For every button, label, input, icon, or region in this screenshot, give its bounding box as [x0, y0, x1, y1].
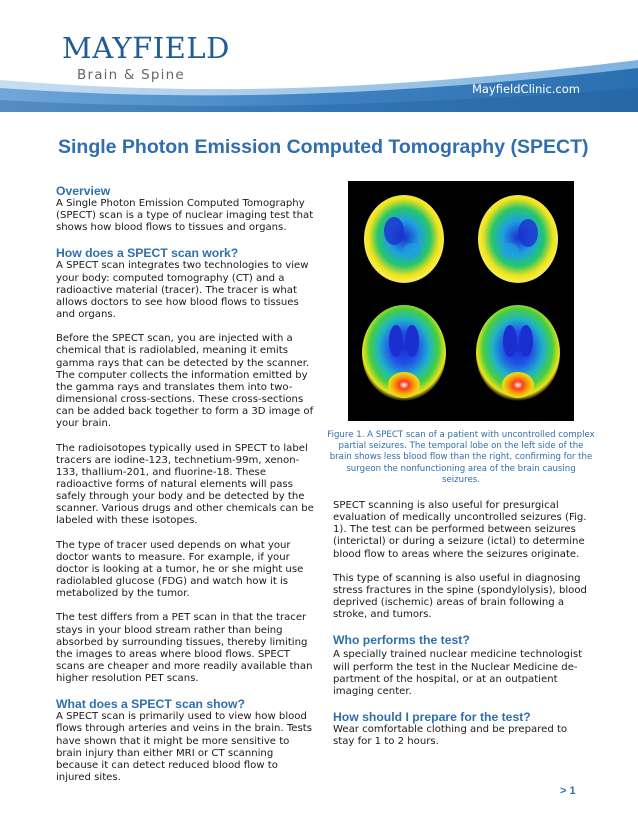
spect-scan-figure — [348, 181, 574, 421]
who-performs-paragraph: A specially trained nuclear medicine technologist will perform the test in the Nuclear Medicine de-partment of the hospital, or at an outpatient imaging center. — [333, 649, 583, 697]
spect-scan-image — [348, 181, 574, 421]
logo-tagline: Brain & Spine — [77, 67, 185, 83]
scan-slice-top-left — [364, 195, 444, 283]
how-it-works-paragraph-3: The radioisotopes typically used in SPECT to label tracers are iodine-123, technetium-99m, xenon-133, thallium-201, and fluorine-18. These radioactive forms of natural elements will pass safely through your body and be detected by the scanner. Various drugs and other chemicals can be labeled with these isotopes. — [56, 442, 314, 527]
scan-slice-bottom-left — [362, 305, 446, 401]
how-it-works-paragraph-2: Before the SPECT scan, you are injected with a chemical that is radiolabled, meaning it emits gamma rays that can be detected by the scanner. The computer collects the information emitted by the gamma rays and translates them into two-dimensional cross-sections. These cross-sections can be added back together to form a 3D image of your brain. — [56, 333, 314, 430]
how-it-works-paragraph-5: The test differs from a PET scan in that the tracer stays in your blood stream rather than being absorbed by surrounding tissues, thereby limiting the images to areas where blood flows. SPECT scans are cheaper and more readily available than higher resolution PET scans. — [56, 612, 313, 685]
what-it-shows-heading: What does a SPECT scan show? — [56, 697, 245, 712]
other-uses-paragraph: This type of scanning is also useful in diagnosing stress fractures in the spine (spondylolysis), blood deprived (ischemic) areas of brain following a stroke, and tumors. — [333, 572, 587, 621]
left-column — [56, 184, 314, 784]
logo-wordmark: MAYFIELD — [62, 31, 230, 65]
who-performs-heading: Who performs the test? — [333, 633, 470, 648]
page-header — [0, 0, 638, 112]
seizure-evaluation-paragraph: SPECT scanning is also useful for presurgical evaluation of medically uncontrolled seizures (Fig. 1). The test can be performed between seizures (interictal) or during a seizure (ictal) to determine blood flow to areas where the seizures originate. — [333, 500, 587, 560]
preparation-paragraph: Wear comfortable clothing and be prepared to stay for 1 to 2 hours. — [333, 724, 568, 748]
what-it-shows-paragraph: A SPECT scan is primarily used to view how blood flows through arteries and veins in the brain. Tests have shown that it might be more sensitive to brain injury than either MRI or CT scanning because it can detect reduced blood flow to injured sites. — [56, 711, 312, 784]
page-number: > 1 — [560, 785, 576, 797]
how-it-works-heading: How does a SPECT scan work? — [56, 246, 239, 261]
right-column — [333, 500, 589, 748]
preparation-heading: How should I prepare for the test? — [333, 710, 531, 725]
site-url-link[interactable]: MayfieldClinic.com — [471, 82, 580, 96]
scan-slice-top-right — [478, 195, 558, 283]
scan-slice-bottom-right — [476, 305, 560, 401]
page-title: Single Photon Emission Computed Tomography (SPECT) — [58, 136, 589, 158]
how-it-works-paragraph-1: A SPECT scan integrates two technologies to view your body: computed tomography (CT) and a radioactive material (tracer). The tracer is what allows doctors to see how blood flows to tissues and organs. — [56, 260, 309, 321]
figure-caption: Figure 1. A SPECT scan of a patient with uncontrolled complex partial seizures. The temporal lobe on the left side of the brain shows less blood flow than the right, confirming for the surgeon the nonfunctioning area of the brain causing seizures. — [327, 430, 595, 485]
overview-paragraph: A Single Photon Emission Computed Tomography (SPECT) scan is a type of nuclear imaging test that shows how blood flows to tissues and organs. — [56, 198, 314, 234]
overview-heading: Overview — [56, 184, 111, 198]
how-it-works-paragraph-4: The type of tracer used depends on what your doctor wants to measure. For example, if your doctor is looking at a tumor, he or she might use radiolabled glucose (FDG) and watch how it is metabolized by the tumor. — [56, 539, 304, 600]
